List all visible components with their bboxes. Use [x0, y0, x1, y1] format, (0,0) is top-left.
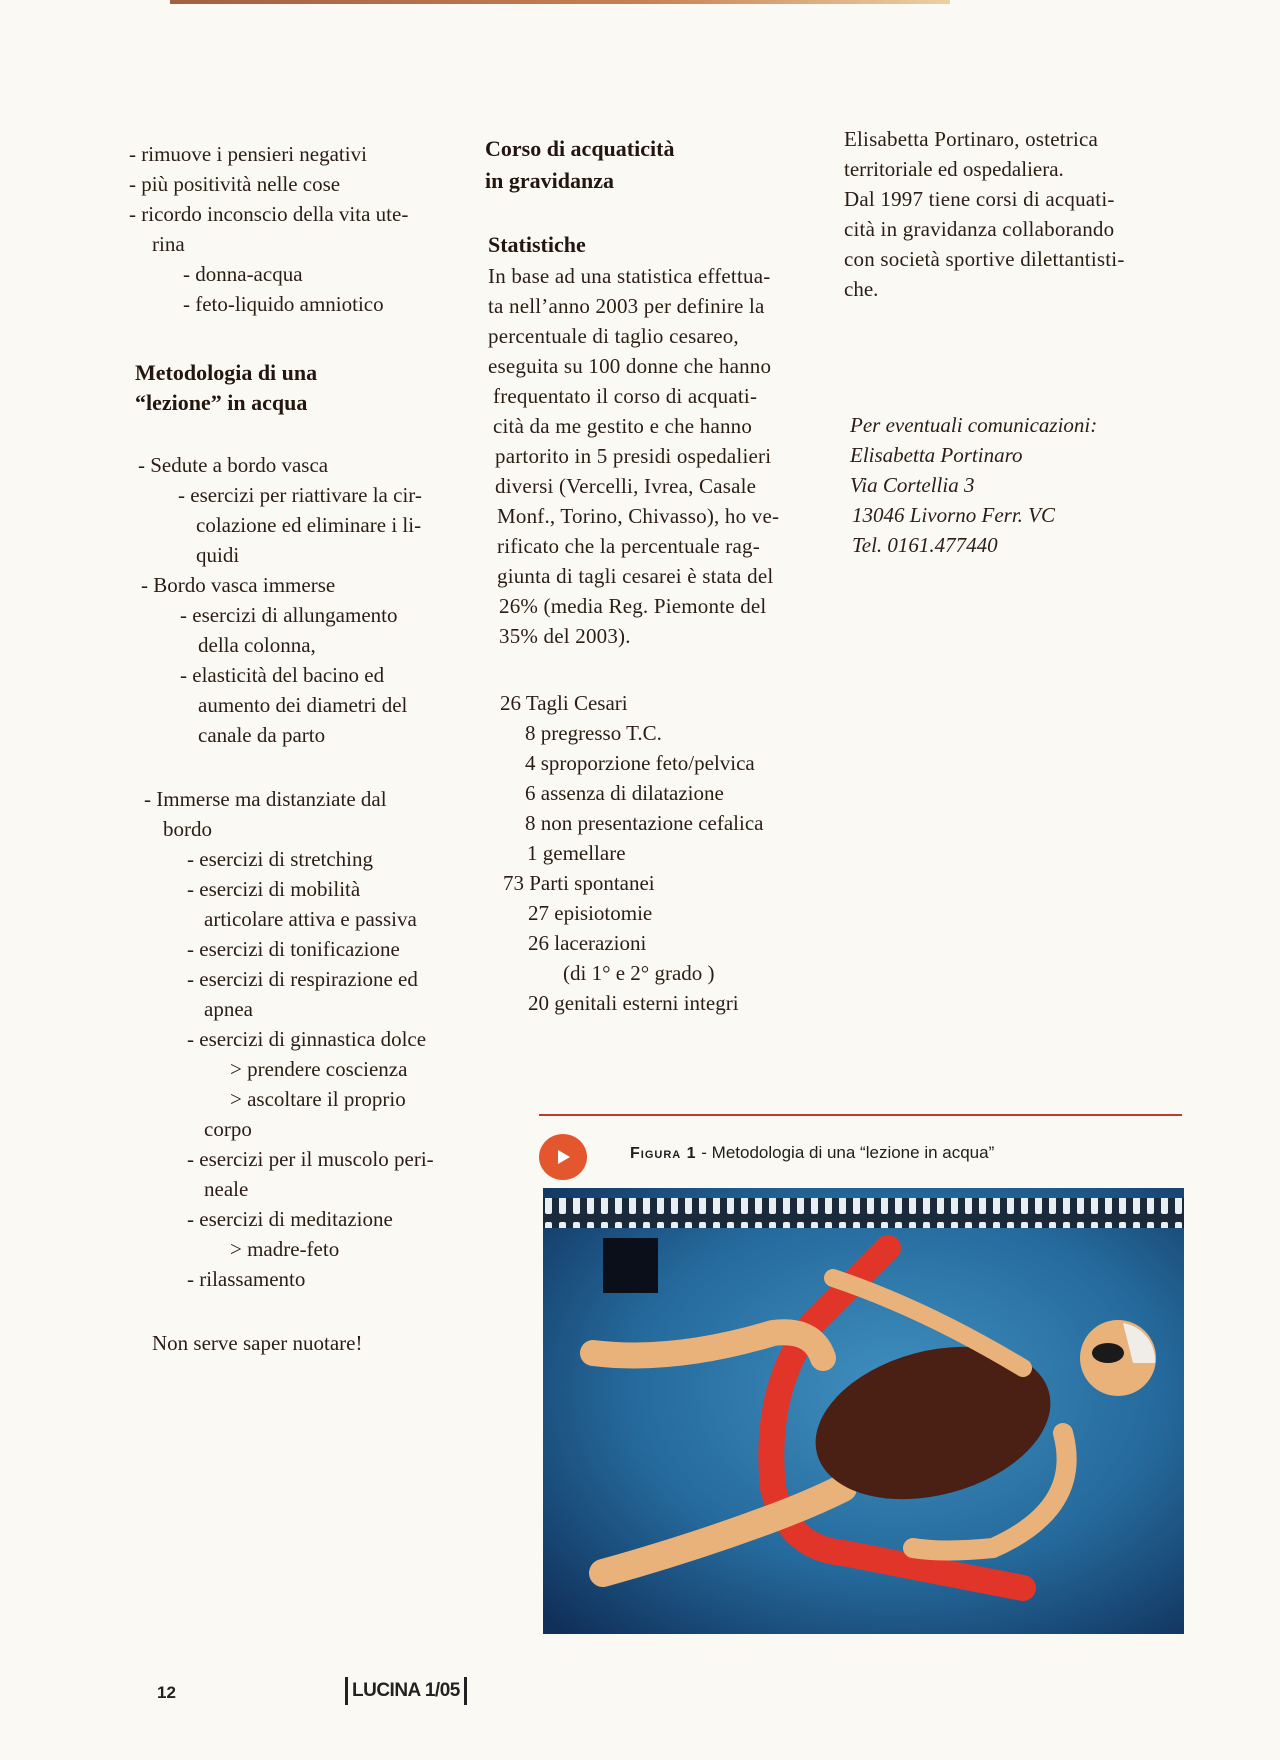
paragraph-line: giunta di tagli cesarei è stata del	[497, 564, 774, 588]
stat-item-note: (di 1° e 2° grado )	[563, 961, 715, 985]
play-icon	[539, 1134, 587, 1180]
intro-bullet: - ricordo inconscio della vita ute-	[129, 202, 409, 226]
paragraph-line: cità da me gestito e che hanno	[493, 414, 753, 438]
list-item: bordo	[163, 817, 212, 841]
list-item: > prendere coscienza	[230, 1057, 408, 1081]
section-heading-methodology: “lezione” in acqua	[135, 390, 308, 415]
paragraph-line: frequentato il corso di acquati-	[493, 384, 758, 408]
contact-city: 13046 Livorno Ferr. VC	[852, 503, 1056, 527]
list-item: - esercizi di tonificazione	[187, 937, 400, 961]
figure-rule	[539, 1114, 1182, 1116]
magazine-issue: LUCINA 1/05	[341, 1676, 471, 1706]
list-item: apnea	[204, 997, 253, 1021]
intro-bullet: - rimuove i pensieri negativi	[129, 142, 367, 166]
author-bio-line: Elisabetta Portinaro, ostetrica	[844, 127, 1099, 151]
list-item: - esercizi di meditazione	[187, 1207, 393, 1231]
stat-item: 20 genitali esterni integri	[528, 991, 739, 1015]
contact-phone: Tel. 0161.477440	[852, 533, 998, 557]
subheading-statistics: Statistiche	[488, 232, 586, 257]
intro-bullet: - più positività nelle cose	[129, 172, 341, 196]
list-item: - Immerse ma distanziate dal	[144, 787, 387, 811]
paragraph-line: partorito in 5 presidi ospedalieri	[495, 444, 772, 468]
stat-item: 4 sproporzione feto/pelvica	[525, 751, 755, 775]
author-bio-line: con società sportive dilettantisti-	[844, 247, 1125, 271]
list-item: - Bordo vasca immerse	[141, 573, 336, 597]
author-bio-line: territoriale ed ospedaliera.	[844, 157, 1064, 181]
section-heading-methodology: Metodologia di una	[135, 360, 318, 385]
paragraph-line: ta nell’anno 2003 per definire la	[488, 294, 765, 318]
section-heading-course: in gravidanza	[485, 168, 614, 193]
author-bio-line: Dal 1997 tiene corsi di acquati-	[844, 187, 1115, 211]
list-item: - esercizi per il muscolo peri-	[187, 1147, 434, 1171]
intro-bullet-cont: rina	[152, 232, 185, 256]
contact-address: Via Cortellia 3	[850, 473, 975, 497]
author-bio-line: cità in gravidanza collaborando	[844, 217, 1115, 241]
stat-item: 1 gemellare	[527, 841, 626, 865]
list-item: > ascoltare il proprio	[230, 1087, 406, 1111]
list-item: canale da parto	[198, 723, 326, 747]
stat-item: 26 lacerazioni	[528, 931, 647, 955]
stat-item: 6 assenza di dilatazione	[525, 781, 724, 805]
paragraph-line: rificato che la percentuale rag-	[497, 534, 760, 558]
list-item: - esercizi di allungamento	[180, 603, 398, 627]
stat-item: 8 non presentazione cefalica	[525, 811, 764, 835]
scan-top-edge	[170, 0, 950, 4]
list-item: - Sedute a bordo vasca	[138, 453, 329, 477]
stat-total-cesarean: 26 Tagli Cesari	[500, 691, 628, 715]
paragraph-line: 35% del 2003).	[499, 624, 631, 648]
figure-caption: Figura 1 - Metodologia di una “lezione in acqua”	[630, 1143, 995, 1162]
paragraph-line: eseguita su 100 donne che hanno	[488, 354, 772, 378]
list-item: - elasticità del bacino ed	[180, 663, 385, 687]
divider	[464, 1677, 467, 1705]
paragraph-line: 26% (media Reg. Piemonte del	[499, 594, 767, 618]
figure-label: Figura 1	[630, 1145, 697, 1162]
figure-photo	[543, 1188, 1184, 1634]
page-number: 12	[157, 1683, 176, 1702]
paragraph-line: percentuale di taglio cesareo,	[488, 324, 739, 348]
contact-line: Per eventuali comunicazioni:	[850, 413, 1098, 437]
list-item: - esercizi di stretching	[187, 847, 374, 871]
section-heading-course: Corso di acquaticità	[485, 136, 675, 161]
paragraph-line: diversi (Vercelli, Ivrea, Casale	[495, 474, 757, 498]
intro-sub-bullet: - donna-acqua	[183, 262, 303, 286]
list-item: - esercizi di mobilità	[187, 877, 361, 901]
list-item: quidi	[196, 543, 240, 567]
list-item: neale	[204, 1177, 249, 1201]
figure-title: Metodologia di una “lezione in acqua”	[711, 1143, 995, 1162]
closing-note: Non serve saper nuotare!	[152, 1331, 363, 1355]
list-item: aumento dei diametri del	[198, 693, 408, 717]
list-item: corpo	[204, 1117, 252, 1141]
stat-total-spontaneous: 73 Parti spontanei	[503, 871, 655, 895]
list-item: - esercizi di ginnastica dolce	[187, 1027, 427, 1051]
intro-sub-bullet: - feto-liquido amniotico	[183, 292, 384, 316]
list-item: - esercizi per riattivare la cir-	[178, 483, 422, 507]
divider	[345, 1677, 348, 1705]
author-bio-line: che.	[844, 277, 879, 301]
stat-item: 27 episiotomie	[528, 901, 653, 925]
paragraph-line: Monf., Torino, Chivasso), ho ve-	[497, 504, 780, 528]
stat-item: 8 pregresso T.C.	[525, 721, 662, 745]
list-item: colazione ed eliminare i li-	[196, 513, 422, 537]
list-item: > madre-feto	[230, 1237, 340, 1261]
paragraph-line: In base ad una statistica effettua-	[488, 264, 771, 288]
list-item: - rilassamento	[187, 1267, 306, 1291]
list-item: articolare attiva e passiva	[204, 907, 417, 931]
list-item: - esercizi di respirazione ed	[187, 967, 418, 991]
list-item: della colonna,	[198, 633, 316, 657]
contact-name: Elisabetta Portinaro	[850, 443, 1023, 467]
pool-photo-illustration	[543, 1188, 1184, 1634]
